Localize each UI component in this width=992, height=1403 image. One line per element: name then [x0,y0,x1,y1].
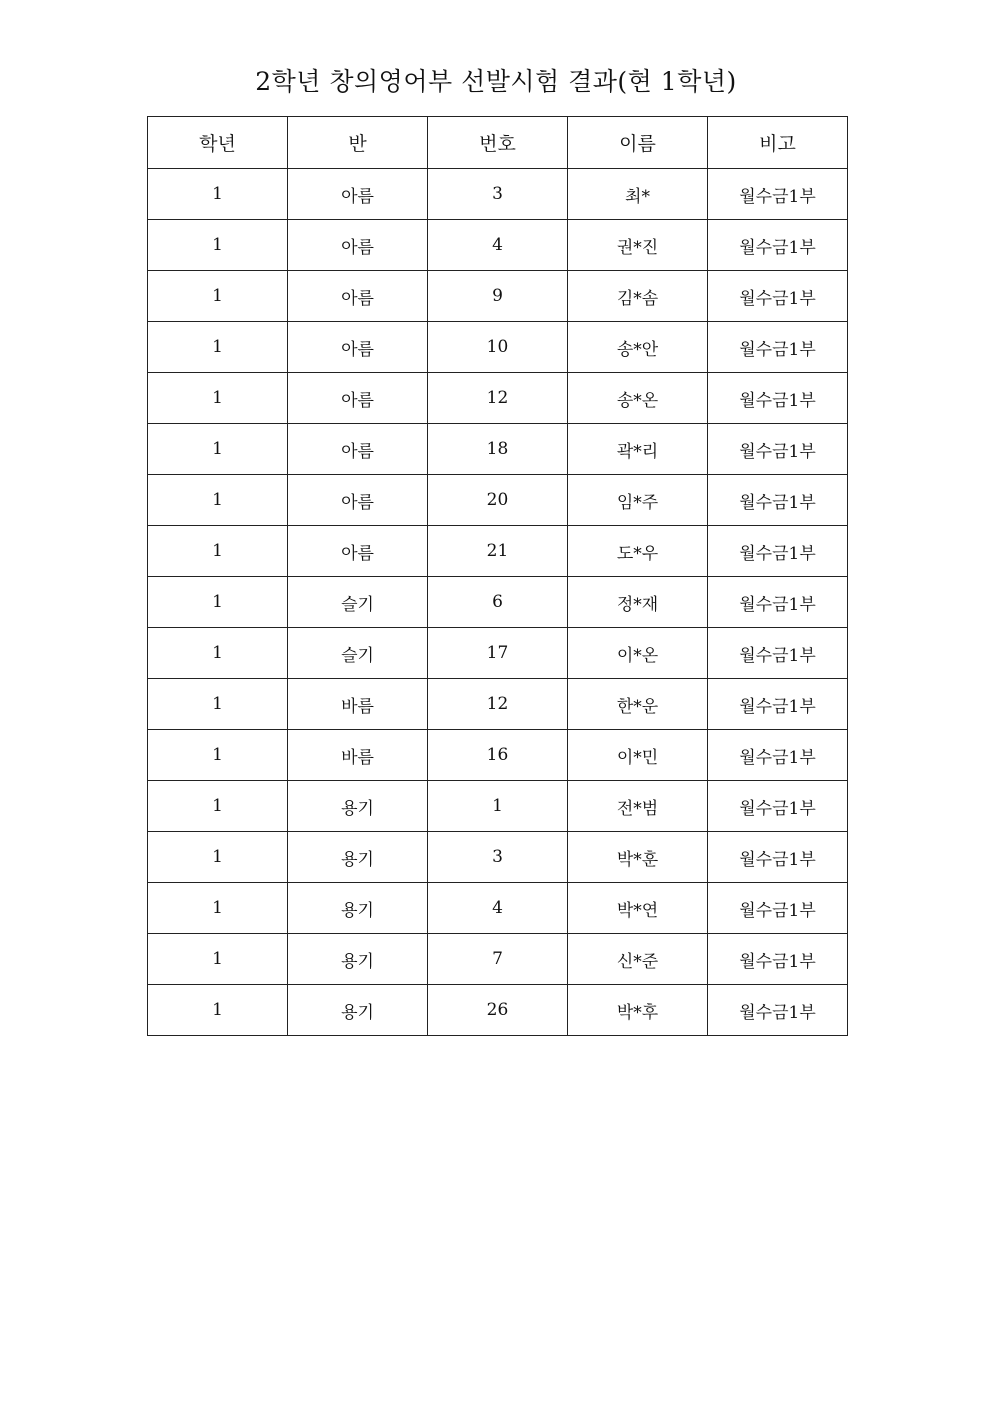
cell-grade: 1 [148,526,288,577]
cell-name: 송*온 [568,373,708,424]
cell-note: 월수금1부 [708,271,848,322]
table-row [148,475,848,526]
cell-class: 슬기 [288,577,428,628]
cell-note: 월수금1부 [708,628,848,679]
cell-name: 박*연 [568,883,708,934]
table-row [148,424,848,475]
cell-class: 용기 [288,883,428,934]
cell-class: 용기 [288,985,428,1036]
cell-number: 4 [428,883,568,934]
cell-grade: 1 [148,832,288,883]
cell-name: 곽*리 [568,424,708,475]
cell-number: 16 [428,730,568,781]
cell-number: 4 [428,220,568,271]
cell-grade: 1 [148,781,288,832]
cell-grade: 1 [148,628,288,679]
table-row [148,730,848,781]
cell-name: 박*훈 [568,832,708,883]
cell-number: 12 [428,679,568,730]
cell-name: 정*재 [568,577,708,628]
cell-grade: 1 [148,577,288,628]
cell-number: 20 [428,475,568,526]
cell-note: 월수금1부 [708,424,848,475]
table-row [148,577,848,628]
header-row [148,117,848,169]
header-class: 반 [288,117,428,169]
cell-name: 송*안 [568,322,708,373]
table-row [148,373,848,424]
cell-number: 3 [428,832,568,883]
cell-number: 3 [428,169,568,220]
cell-number: 12 [428,373,568,424]
cell-note: 월수금1부 [708,883,848,934]
cell-note: 월수금1부 [708,577,848,628]
cell-name: 김*솜 [568,271,708,322]
cell-number: 7 [428,934,568,985]
table-row [148,985,848,1036]
cell-grade: 1 [148,883,288,934]
cell-class: 아름 [288,220,428,271]
cell-note: 월수금1부 [708,730,848,781]
cell-class: 아름 [288,526,428,577]
cell-class: 아름 [288,169,428,220]
table-row [148,781,848,832]
cell-note: 월수금1부 [708,985,848,1036]
cell-class: 아름 [288,322,428,373]
header-number: 번호 [428,117,568,169]
cell-class: 바름 [288,730,428,781]
cell-class: 아름 [288,424,428,475]
cell-class: 아름 [288,271,428,322]
cell-number: 17 [428,628,568,679]
cell-grade: 1 [148,934,288,985]
cell-note: 월수금1부 [708,526,848,577]
cell-number: 18 [428,424,568,475]
cell-name: 신*준 [568,934,708,985]
header-grade: 학년 [148,117,288,169]
cell-grade: 1 [148,169,288,220]
cell-name: 전*범 [568,781,708,832]
cell-grade: 1 [148,373,288,424]
cell-grade: 1 [148,220,288,271]
cell-name: 한*운 [568,679,708,730]
table-row [148,526,848,577]
cell-note: 월수금1부 [708,832,848,883]
table-row [148,832,848,883]
cell-name: 권*진 [568,220,708,271]
cell-name: 도*우 [568,526,708,577]
table-row [148,934,848,985]
table-row [148,169,848,220]
table-body [148,169,848,1036]
table-row [148,679,848,730]
cell-number: 10 [428,322,568,373]
table-row [148,883,848,934]
cell-number: 9 [428,271,568,322]
cell-class: 슬기 [288,628,428,679]
cell-number: 21 [428,526,568,577]
cell-grade: 1 [148,985,288,1036]
cell-class: 아름 [288,475,428,526]
cell-grade: 1 [148,475,288,526]
cell-class: 아름 [288,373,428,424]
cell-number: 1 [428,781,568,832]
cell-name: 박*후 [568,985,708,1036]
cell-grade: 1 [148,271,288,322]
header-note: 비고 [708,117,848,169]
cell-name: 이*온 [568,628,708,679]
cell-note: 월수금1부 [708,781,848,832]
cell-note: 월수금1부 [708,475,848,526]
cell-note: 월수금1부 [708,220,848,271]
table-row [148,271,848,322]
header-name: 이름 [568,117,708,169]
cell-class: 용기 [288,934,428,985]
cell-grade: 1 [148,730,288,781]
cell-grade: 1 [148,679,288,730]
table-row [148,322,848,373]
cell-note: 월수금1부 [708,934,848,985]
cell-class: 바름 [288,679,428,730]
table-row [148,220,848,271]
cell-note: 월수금1부 [708,322,848,373]
table-row [148,628,848,679]
cell-number: 6 [428,577,568,628]
cell-class: 용기 [288,781,428,832]
cell-grade: 1 [148,424,288,475]
cell-name: 최* [568,169,708,220]
results-table [147,116,848,1036]
cell-note: 월수금1부 [708,679,848,730]
cell-name: 임*주 [568,475,708,526]
cell-note: 월수금1부 [708,169,848,220]
cell-name: 이*민 [568,730,708,781]
cell-number: 26 [428,985,568,1036]
cell-class: 용기 [288,832,428,883]
page-title: 2학년 창의영어부 선발시험 결과(현 1학년) [255,67,737,96]
cell-grade: 1 [148,322,288,373]
cell-note: 월수금1부 [708,373,848,424]
